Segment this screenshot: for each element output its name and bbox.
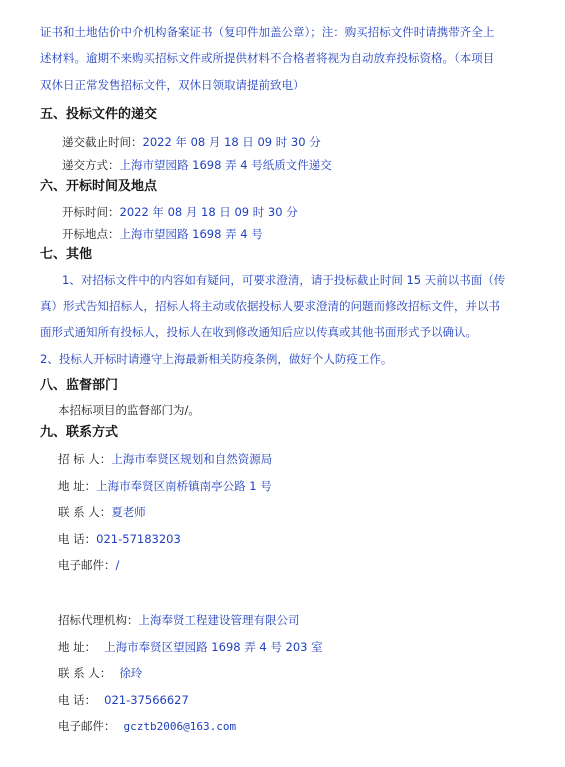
other-item-1-line-1: 1、对招标文件中的内容如有疑问，可要求澄清，请于投标截止时间 15 天前以书面（传	[62, 273, 506, 287]
tenderer-address-label: 地 址：	[58, 479, 97, 493]
tenderer-phone-label: 电 话：	[58, 532, 97, 546]
intro-line-3: 双休日正常发售招标文件，双休日领取请提前致电）	[40, 78, 305, 92]
section-8-heading: 八、监督部门	[40, 378, 119, 393]
agency-contact-label: 联 系 人：	[58, 666, 112, 680]
section-6-heading: 六、开标时间及地点	[40, 179, 158, 194]
opening-time-value: 2022 年 08 月 18 日 09 时 30 分	[119, 205, 298, 219]
section-5-heading: 五、投标文件的递交	[40, 107, 158, 122]
agency-contact-row	[58, 665, 142, 681]
other-item-1-line-2: 真）形式告知招标人，招标人将主动或依据投标人要求澄清的问题而修改招标文件，并以书	[40, 299, 500, 313]
deadline-row	[62, 134, 321, 150]
tenderer-name-value: 上海市奉贤区规划和自然资源局	[111, 452, 273, 466]
agency-name-value: 上海奉贤工程建设管理有限公司	[138, 613, 300, 627]
opening-place-row	[62, 226, 263, 242]
agency-phone-row	[58, 692, 189, 708]
tenderer-email-value: /	[115, 558, 120, 572]
other-item-2: 2、投标人开标时请遵守上海最新相关防疫条例，做好个人防疫工作。	[40, 352, 393, 366]
tenderer-contact-row	[58, 504, 146, 520]
agency-address-value: 上海市奉贤区望园路 1698 弄 4 号 203 室	[104, 640, 323, 654]
opening-time-row	[62, 204, 298, 220]
deadline-value: 2022 年 08 月 18 日 09 时 30 分	[142, 135, 321, 149]
supervision-text: 本招标项目的监督部门为/。	[58, 403, 200, 417]
agency-address-row	[58, 639, 323, 655]
agency-name-row	[58, 612, 300, 628]
agency-phone-value: 021-37566627	[104, 693, 189, 707]
tenderer-name-label: 招 标 人：	[58, 452, 112, 466]
opening-place-value: 上海市望园路 1698 弄 4 号	[119, 227, 263, 241]
section-9-heading: 九、联系方式	[40, 425, 119, 440]
agency-email-value[interactable]: gcztb2006@163.com	[123, 720, 237, 733]
opening-place-label: 开标地点：	[62, 227, 120, 241]
agency-contact-value: 徐玲	[119, 666, 143, 680]
submission-method-label: 递交方式：	[62, 158, 120, 172]
tenderer-name-row	[58, 451, 272, 467]
agency-address-label: 地 址：	[58, 640, 97, 654]
deadline-label: 递交截止时间：	[62, 135, 143, 149]
tenderer-phone-row	[58, 531, 181, 547]
agency-email-label: 电子邮件：	[58, 719, 116, 733]
tenderer-address-row	[58, 478, 272, 494]
intro-line-1: 证书和土地估价中介机构备案证书（复印件加盖公章）；注：购买招标文件时请携带齐全上	[40, 25, 495, 39]
agency-phone-label: 电 话：	[58, 693, 97, 707]
tenderer-contact-label: 联 系 人：	[58, 505, 112, 519]
submission-method-value: 上海市望园路 1698 弄 4 号纸质文件递交	[119, 158, 332, 172]
tenderer-phone-value: 021-57183203	[96, 532, 181, 546]
opening-time-label: 开标时间：	[62, 205, 120, 219]
section-7-heading: 七、其他	[40, 247, 93, 262]
intro-line-2: 述材料。逾期不来购买招标文件或所提供材料不合格者将视为自动放弃投标资格。（本项目	[40, 51, 495, 65]
submission-method-row	[62, 157, 332, 173]
tenderer-email-row	[58, 557, 119, 573]
tenderer-contact-value: 夏老师	[111, 505, 146, 519]
tenderer-address-value: 上海市奉贤区南桥镇南亭公路 1 号	[96, 479, 272, 493]
agency-email-row	[58, 718, 236, 735]
agency-name-label: 招标代理机构：	[58, 613, 139, 627]
other-item-1-line-3: 面形式通知所有投标人，投标人在收到修改通知后应以传真或其他书面形式予以确认。	[40, 325, 477, 339]
tenderer-email-label: 电子邮件：	[58, 558, 116, 572]
